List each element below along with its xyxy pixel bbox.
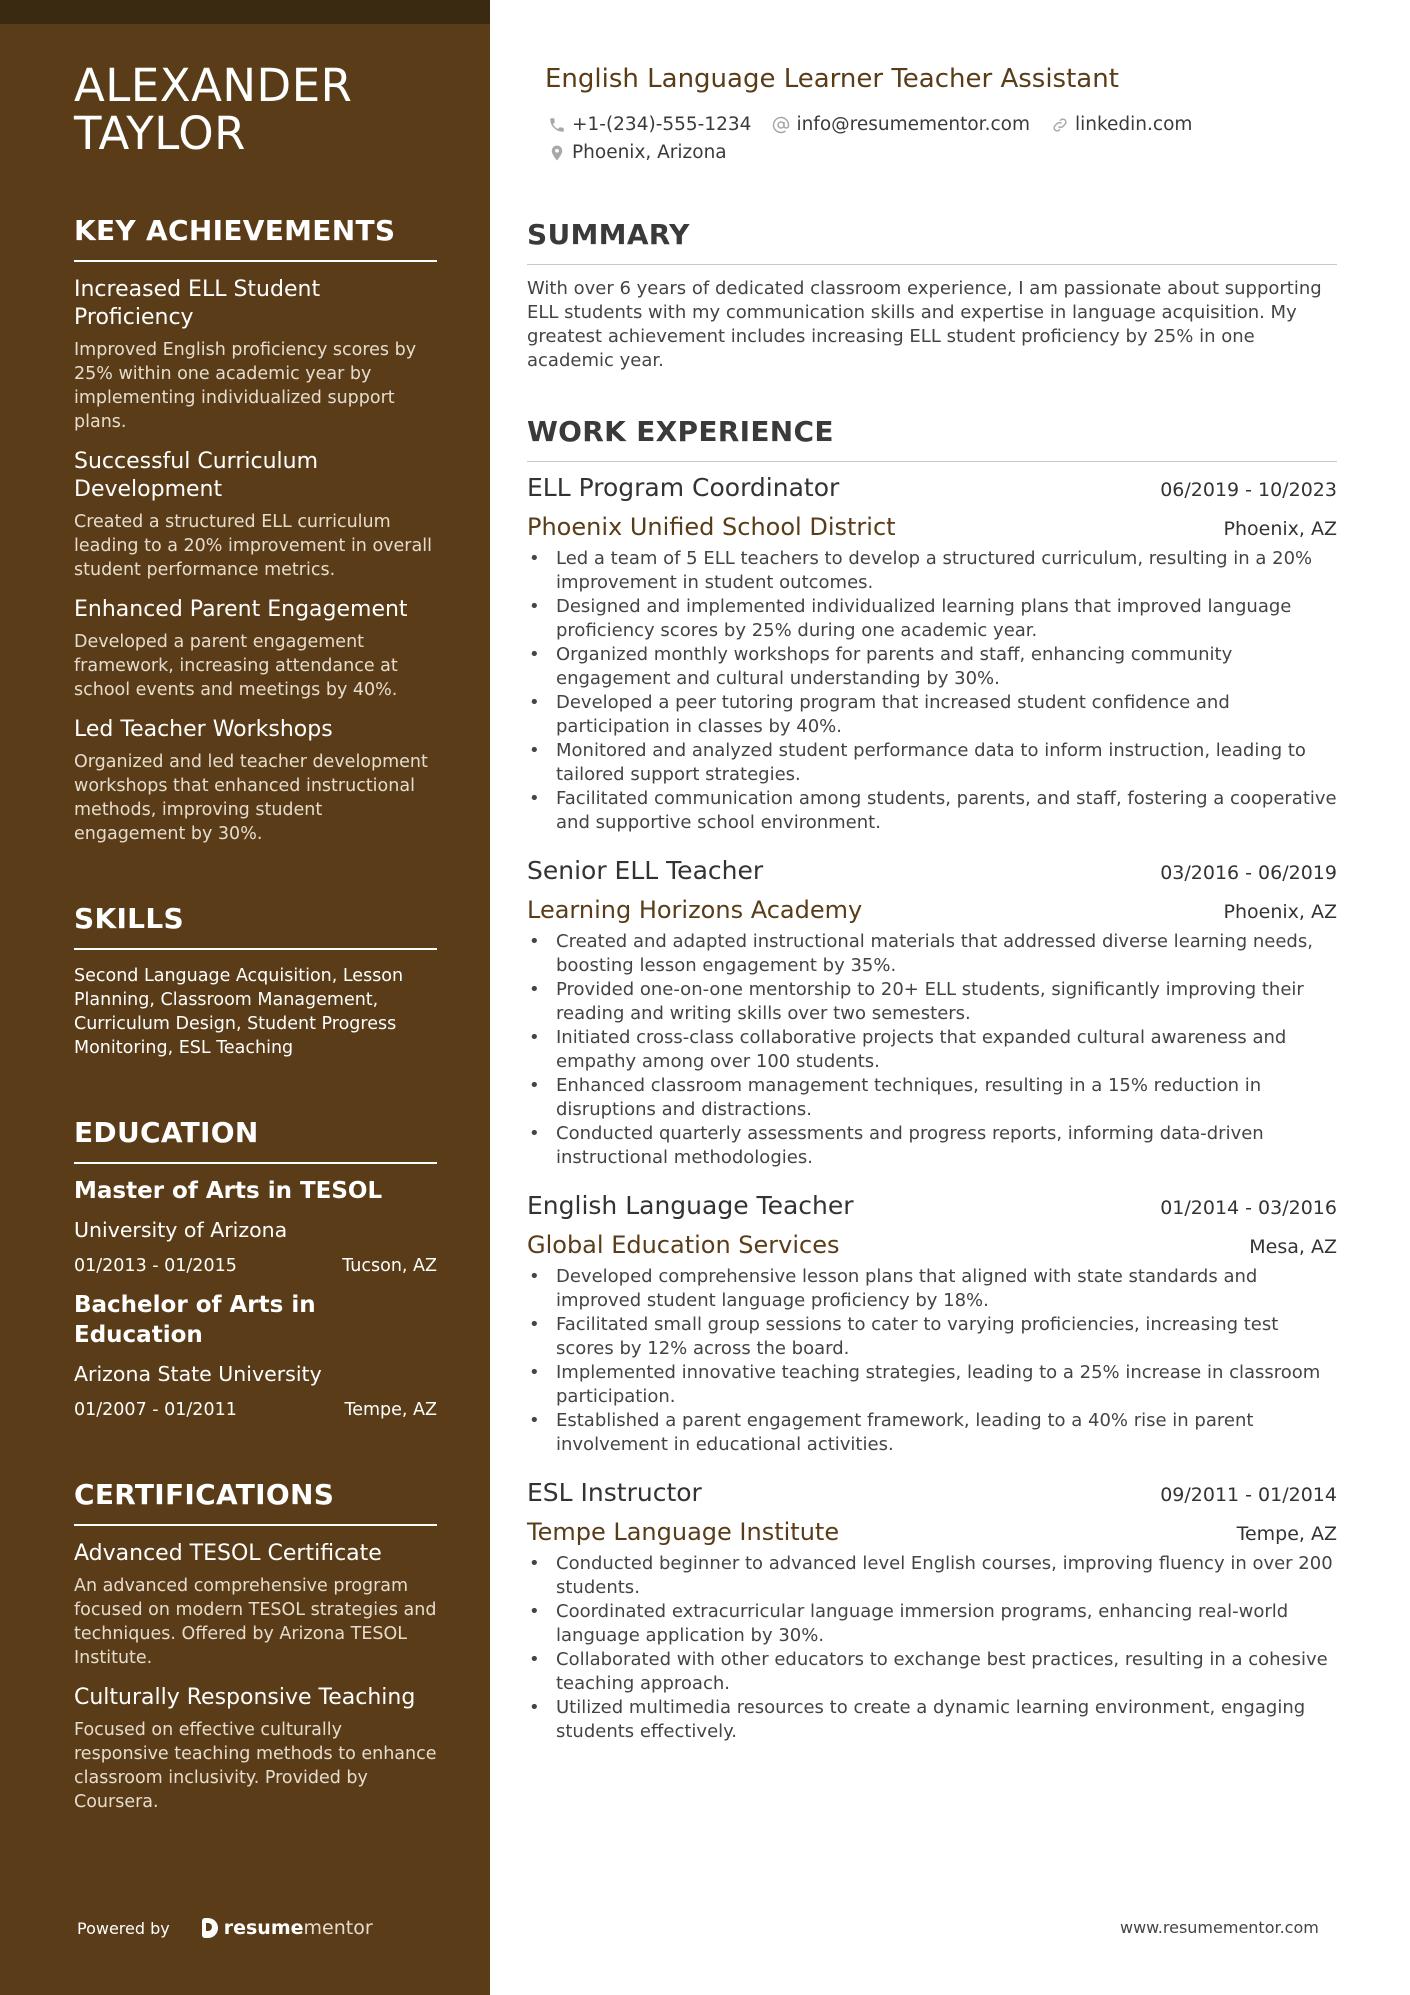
job-location: Tempe, AZ bbox=[1236, 1523, 1337, 1545]
job-employer: Tempe Language Institute bbox=[527, 1518, 840, 1546]
job-bullet: • Enhanced classroom management techniques, resulting in a 15% reduction in disruptions and distractions. bbox=[527, 1074, 1337, 1122]
job-bullet: • Utilized multimedia resources to create a dynamic learning environment, engaging students effectively. bbox=[527, 1696, 1337, 1744]
job-bullet: • Created and adapted instructional materials that addressed diverse learning needs, boosting lesson engagement by 35%. bbox=[527, 930, 1337, 978]
education-item bbox=[74, 1290, 437, 1422]
name-line-first: ALEXANDER bbox=[74, 59, 353, 112]
phone-text: +1-(234)-555-1234 bbox=[572, 114, 752, 135]
job-bullet: • Coordinated extracurricular language immersion programs, enhancing real-world language application by 30%. bbox=[527, 1600, 1337, 1648]
education-degree: Master of Arts in TESOL bbox=[74, 1178, 383, 1204]
job-bullet: • Facilitated small group sessions to cater to varying proficiencies, increasing test scores by 12% across the board. bbox=[527, 1313, 1337, 1361]
sidebar bbox=[0, 0, 490, 1995]
certification-item bbox=[74, 1684, 437, 1814]
job-header bbox=[527, 1190, 1337, 1222]
resumementor-logo[interactable] bbox=[202, 1917, 373, 1939]
job-bullet: • Monitored and analyzed student performance data to inform instruction, leading to tailored support strategies. bbox=[527, 739, 1337, 787]
skills-section bbox=[74, 902, 437, 1060]
resumementor-logo-icon bbox=[202, 1918, 218, 1938]
employer-row bbox=[527, 1517, 1337, 1548]
contact-email[interactable] bbox=[771, 112, 1030, 138]
job-header bbox=[527, 1477, 1337, 1509]
job-role: Senior ELL Teacher bbox=[527, 856, 764, 885]
job-bullets bbox=[527, 930, 1337, 1170]
education-location: Tempe, AZ bbox=[344, 1400, 437, 1420]
sidebar-top-band bbox=[0, 0, 490, 24]
location-text: Phoenix, Arizona bbox=[572, 142, 727, 163]
education-heading: EDUCATION bbox=[74, 1116, 437, 1164]
job-employer: Learning Horizons Academy bbox=[527, 896, 863, 924]
summary-text: With over 6 years of dedicated classroom experience, I am passionate about supporting ELL students with my communication skills and expertise in language acquisition. My greatest achievement includes increasing ELL student proficiency by 25% in one academic year. bbox=[527, 278, 1322, 371]
job-header bbox=[527, 855, 1337, 887]
job-bullet: • Organized monthly workshops for parents and staff, enhancing community engagement and cultural understanding by 30%. bbox=[527, 643, 1337, 691]
contact-location bbox=[547, 140, 727, 166]
contact-row bbox=[547, 140, 1327, 166]
job-bullet: • Conducted quarterly assessments and progress reports, informing data-driven instructional methodologies. bbox=[527, 1122, 1337, 1170]
achievement-title: Increased ELL Student Proficiency bbox=[74, 277, 321, 330]
education-item bbox=[74, 1176, 437, 1278]
contact-linkedin[interactable] bbox=[1050, 112, 1192, 138]
certifications-section bbox=[74, 1478, 437, 1814]
education-degree: Bachelor of Arts in Education bbox=[74, 1292, 316, 1348]
summary-section bbox=[527, 218, 1337, 373]
job-dates: 01/2014 - 03/2016 bbox=[1160, 1197, 1337, 1219]
powered-by-label: Powered by bbox=[77, 1918, 170, 1938]
job-bullet: • Led a team of 5 ELL teachers to develop a structured curriculum, resulting in a 20% improvement in student outcomes. bbox=[527, 547, 1337, 595]
achievement-desc: Developed a parent engagement framework, increasing attendance at school events and meetings by 40%. bbox=[74, 632, 398, 700]
education-meta bbox=[74, 1254, 437, 1278]
achievement-item bbox=[74, 596, 437, 702]
resume-title: English Language Learner Teacher Assistant bbox=[545, 64, 1119, 94]
achievement-item bbox=[74, 276, 437, 434]
skills-list: Second Language Acquisition, Lesson Planning, Classroom Management, Curriculum Design, Student Progress Monitoring, ESL Teaching bbox=[74, 966, 404, 1058]
linkedin-text: linkedin.com bbox=[1074, 114, 1193, 135]
employer-row bbox=[527, 512, 1337, 543]
education-school: University of Arizona bbox=[74, 1218, 288, 1242]
education-meta bbox=[74, 1398, 437, 1422]
job-bullet: • Implemented innovative teaching strategies, leading to a 25% increase in classroom participation. bbox=[527, 1361, 1337, 1409]
job-entry bbox=[527, 855, 1337, 1170]
link-icon bbox=[1050, 115, 1070, 135]
contact-row bbox=[547, 112, 1327, 138]
skills-heading: SKILLS bbox=[74, 902, 437, 950]
employer-row bbox=[527, 895, 1337, 926]
key-achievements-section bbox=[74, 214, 437, 846]
education-dates: 01/2013 - 01/2015 bbox=[74, 1256, 237, 1276]
job-employer: Global Education Services bbox=[527, 1231, 840, 1259]
at-icon bbox=[771, 115, 791, 135]
achievement-title: Enhanced Parent Engagement bbox=[74, 597, 408, 622]
education-location: Tucson, AZ bbox=[342, 1256, 437, 1276]
job-entry bbox=[527, 1190, 1337, 1457]
achievement-desc: Improved English proficiency scores by 25% within one academic year by implementing individualized support plans. bbox=[74, 340, 417, 432]
job-bullet: • Facilitated communication among students, parents, and staff, fostering a cooperative and supportive school environment. bbox=[527, 787, 1337, 835]
achievement-desc: Organized and led teacher development workshops that enhanced instructional methods, improving student engagement by 30%. bbox=[74, 752, 428, 844]
certification-desc: Focused on effective culturally responsive teaching methods to enhance classroom inclusivity. Provided by Coursera. bbox=[74, 1720, 437, 1812]
work-experience-heading: WORK EXPERIENCE bbox=[527, 415, 1337, 462]
job-bullet: • Provided one-on-one mentorship to 20+ ELL students, significantly improving their reading and writing skills over two semesters. bbox=[527, 978, 1337, 1026]
job-bullet: • Developed a peer tutoring program that increased student confidence and participation in classes by 40%. bbox=[527, 691, 1337, 739]
email-text: info@resumementor.com bbox=[796, 114, 1030, 135]
work-experience-section bbox=[527, 415, 1337, 1744]
job-header bbox=[527, 472, 1337, 504]
job-bullet: • Established a parent engagement framework, leading to a 40% rise in parent involvement in educational activities. bbox=[527, 1409, 1337, 1457]
pin-icon bbox=[547, 143, 567, 163]
job-bullet: • Collaborated with other educators to exchange best practices, resulting in a cohesive teaching approach. bbox=[527, 1648, 1337, 1696]
job-bullet: • Initiated cross-class collaborative projects that expanded cultural awareness and empathy among over 100 students. bbox=[527, 1026, 1337, 1074]
achievement-item bbox=[74, 448, 437, 582]
phone-icon bbox=[547, 115, 567, 135]
job-location: Phoenix, AZ bbox=[1223, 518, 1337, 540]
achievement-title: Successful Curriculum Development bbox=[74, 449, 318, 502]
key-achievements-heading: KEY ACHIEVEMENTS bbox=[74, 214, 437, 262]
achievement-item bbox=[74, 716, 437, 846]
education-section bbox=[74, 1116, 437, 1422]
job-dates: 06/2019 - 10/2023 bbox=[1160, 479, 1337, 501]
footer-website-link[interactable]: www.resumementor.com bbox=[1120, 1918, 1319, 1937]
job-role: English Language Teacher bbox=[527, 1191, 854, 1220]
job-bullet: • Conducted beginner to advanced level English courses, improving fluency in over 200 students. bbox=[527, 1552, 1337, 1600]
certification-item bbox=[74, 1540, 437, 1670]
contact-info bbox=[547, 112, 1327, 168]
logo-text-bold: resume bbox=[223, 1917, 304, 1939]
contact-phone[interactable] bbox=[547, 112, 751, 138]
employer-row bbox=[527, 1230, 1337, 1261]
summary-heading: SUMMARY bbox=[527, 218, 1337, 265]
job-location: Phoenix, AZ bbox=[1223, 901, 1337, 923]
name-line-last: TAYLOR bbox=[74, 107, 246, 160]
candidate-name bbox=[74, 59, 437, 160]
achievement-desc: Created a structured ELL curriculum leading to a 20% improvement in overall student performance metrics. bbox=[74, 512, 432, 580]
job-bullet: • Designed and implemented individualized learning plans that improved language proficiency scores by 25% during one academic year. bbox=[527, 595, 1337, 643]
powered-by bbox=[77, 1917, 373, 1939]
job-role: ELL Program Coordinator bbox=[527, 473, 840, 502]
job-bullet: • Developed comprehensive lesson plans that aligned with state standards and improved student language proficiency by 18%. bbox=[527, 1265, 1337, 1313]
job-dates: 03/2016 - 06/2019 bbox=[1160, 862, 1337, 884]
logo-text-light: mentor bbox=[303, 1917, 373, 1939]
job-bullets bbox=[527, 1265, 1337, 1457]
certification-title: Advanced TESOL Certificate bbox=[74, 1541, 382, 1566]
certification-desc: An advanced comprehensive program focused on modern TESOL strategies and techniques. Offered by Arizona TESOL Institute. bbox=[74, 1576, 437, 1668]
education-school: Arizona State University bbox=[74, 1362, 322, 1386]
job-bullets bbox=[527, 1552, 1337, 1744]
job-role: ESL Instructor bbox=[527, 1478, 702, 1507]
achievement-title: Led Teacher Workshops bbox=[74, 717, 333, 742]
job-entry bbox=[527, 472, 1337, 835]
job-employer: Phoenix Unified School District bbox=[527, 513, 896, 541]
job-bullets bbox=[527, 547, 1337, 835]
job-entry bbox=[527, 1477, 1337, 1744]
sidebar-content bbox=[74, 59, 437, 1814]
certifications-heading: CERTIFICATIONS bbox=[74, 1478, 437, 1526]
job-location: Mesa, AZ bbox=[1249, 1236, 1337, 1258]
education-dates: 01/2007 - 01/2011 bbox=[74, 1400, 237, 1420]
job-dates: 09/2011 - 01/2014 bbox=[1160, 1484, 1337, 1506]
certification-title: Culturally Responsive Teaching bbox=[74, 1685, 416, 1710]
